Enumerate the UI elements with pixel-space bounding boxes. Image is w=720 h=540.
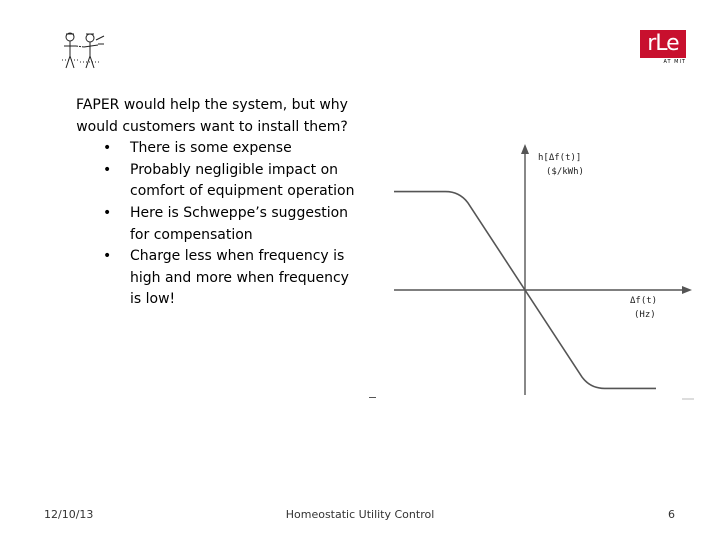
lead-paragraph: FAPER would help the system, but why would customers want to install them? [76, 97, 348, 135]
footer-date: 12/10/13 [44, 508, 94, 521]
bullet-text: Here is Schweppe’s suggestion for compensation [130, 204, 349, 243]
page-number: 6 [668, 508, 675, 521]
y-axis-label-line2: ($/kWh) [546, 167, 584, 177]
bullet-symbol: • [103, 204, 112, 221]
bullet-text: Probably negligible impact on comfort of equipment operation [130, 161, 355, 200]
slide-body [62, 95, 362, 311]
y-axis-label-line1: h[Δf(t)] [538, 153, 582, 163]
x-axis-arrow-icon [682, 286, 692, 294]
bullet-item [62, 246, 362, 311]
rle-logo [640, 30, 686, 66]
bullet-item [62, 203, 362, 246]
bullet-text: There is some expense [130, 140, 292, 157]
figures-icon [58, 30, 106, 72]
bullet-item [62, 160, 362, 203]
footer-title: Homeostatic Utility Control [285, 508, 435, 521]
bullet-symbol: • [103, 140, 112, 157]
price-frequency-graph [388, 140, 698, 402]
rle-logo-text: rLe [640, 30, 686, 58]
y-axis-arrow-icon [521, 144, 529, 154]
bullet-text: Charge less when frequency is high and more when frequency is low! [130, 248, 349, 308]
stray-dash [369, 397, 376, 398]
bullet-item [62, 138, 362, 160]
x-axis-label-line1: Δf(t) [630, 296, 658, 306]
x-axis-label-line2: (Hz) [634, 310, 656, 320]
bullet-list [62, 138, 362, 311]
bullet-symbol: • [103, 161, 112, 178]
rle-logo-subtext: AT MIT [663, 59, 686, 65]
bullet-symbol: • [103, 248, 112, 265]
